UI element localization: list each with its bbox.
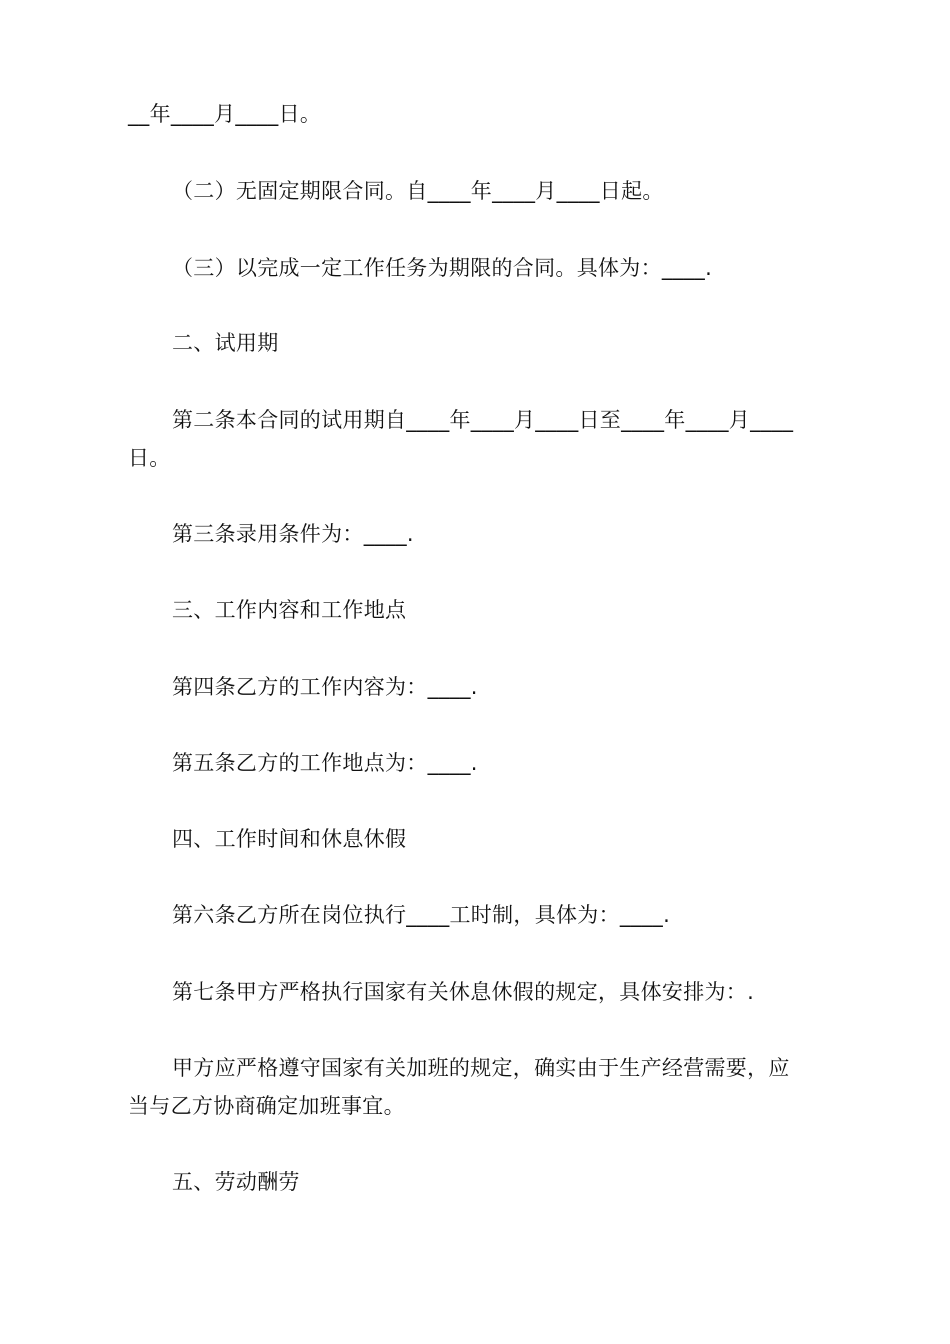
article-2-continuation: 日。 [128,446,171,470]
article-3-hiring-conditions: 第三条录用条件为：____. [172,522,414,546]
article-2-probation-period: 第二条本合同的试用期自____年____月____日至____年____月____ [172,408,794,432]
article-5-work-location: 第五条乙方的工作地点为：____. [172,751,478,775]
article-4-work-content: 第四条乙方的工作内容为：____. [172,675,478,699]
open-ended-contract-clause: （二）无固定期限合同。自____年____月____日起。 [172,179,664,203]
article-7-rest-and-leave: 第七条甲方严格执行国家有关休息休假的规定，具体安排为：. [172,980,755,1004]
section-heading-work-content: 三、工作内容和工作地点 [172,598,407,622]
task-based-contract-clause: （三）以完成一定工作任务为期限的合同。具体为：____. [172,256,713,280]
section-heading-probation: 二、试用期 [172,331,279,355]
overtime-paragraph-continuation: 当与乙方协商确定加班事宜。 [128,1094,405,1118]
section-heading-work-hours: 四、工作时间和休息休假 [172,827,407,851]
overtime-paragraph: 甲方应严格遵守国家有关加班的规定，确实由于生产经营需要，应 [172,1056,790,1080]
contract-date-line: __年____月____日。 [128,102,322,126]
section-heading-remuneration: 五、劳动酬劳 [172,1170,300,1194]
article-6-working-hours-system: 第六条乙方所在岗位执行____工时制，具体为：____. [172,903,671,927]
